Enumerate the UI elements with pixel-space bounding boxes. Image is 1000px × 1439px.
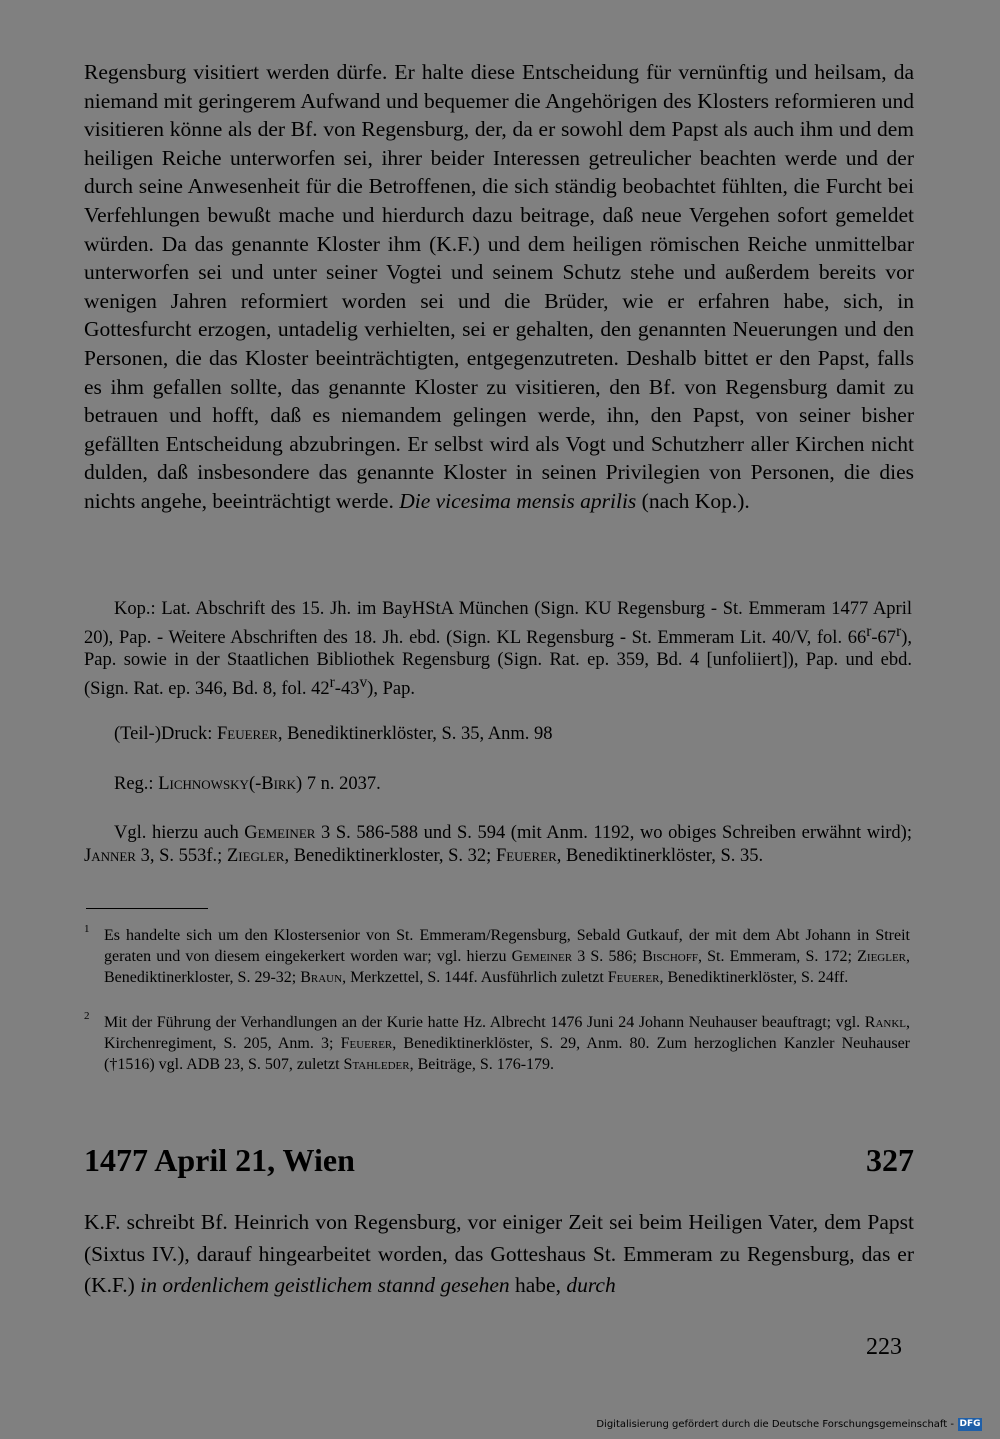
note-reg: Reg.: Lichnowsky(-Birk) 7 n. 2037. [114,774,381,794]
note-kop: Kop.: Lat. Abschrift des 15. Jh. im BayHStA München (Sign. KU Regensburg - St. Emmeram 1477 April 20), Pap. - Weitere Abschriften des 18. Jh. ebd. (Sign. KL Regensburg - St. Emmeram Lit. 40/V, fol. 66$^r$-67$^r$), Pap. sowie in der Staatlichen Bibliothek Regensburg (Sign. Rat. ep. 359, Bd. 4 [unfoliiert]), Pap. und ebd. (Sign. Rat. ep. 346, Bd. 8, fol. 42$^r$-43$^v$), Pap. [84,599,912,700]
entry-number: 327 [866,1142,914,1178]
note-druck: (Teil-)Druck: Feuerer, Benediktinerklöster, S. 35, Anm. 98 [114,724,553,744]
page-number: 223 [866,1334,902,1360]
footnote-divider [86,908,208,909]
entry-paragraph: K.F. schreibt Bf. Heinrich von Regensburg, vor einiger Zeit sei beim Heiligen Vater, dem Papst (Sixtus IV.), darauf hingearbeitet worden, das Gotteshaus St. Emmeram zu Regensburg, das er (K.F.) in ordenlichem geistlichem stannd gesehen habe, durch [84,1210,914,1297]
digitization-credit: Digitalisierung gefördert durch die Deutsche Forschungsgemeinschaft - [596,1419,954,1430]
footnote-number: 2 [84,1010,90,1022]
entry-heading [84,1140,914,1180]
date-suffix: (nach Kop.). [641,488,750,513]
note-vgl: Vgl. hierzu auch Gemeiner 3 S. 586-588 und S. 594 (mit Anm. 1192, wo obiges Schreiben erwähnt wird); Janner 3, S. 553f.; Ziegler, Benediktinerkloster, S. 32; Feuerer, Benediktinerklöster, S. 35. [84,823,912,866]
date-italic: Die vicesima mensis aprilis [399,488,637,513]
entry-date-place: 1477 April 21, Wien [84,1142,355,1178]
main-paragraph [84,58,914,516]
footnote-number: 1 [84,923,90,935]
dfg-logo-icon: DFG [959,1419,981,1429]
main-paragraph-text: Regensburg visitiert werden dürfe. Er halte diese Entscheidung für vernünftig und heilsam, da niemand mit geringerem Aufwand und bequemer die Angehörigen des Klosters reformieren und visitieren könne als der Bf. von Regensburg, der, da er sowohl dem Papst als auch ihm und dem heiligen Reiche unterworfen sei, ihrer beider Interessen getreulicher beachten werde und der durch seine Anwesenheit für die Betroffenen, die sich ständig beobachtet fühlten, die Furcht bei Verfehlungen bewußt mache und hierdurch dazu beitrage, daß neue Vergehen sofort gemeldet würden. Da das genannte Kloster ihm (K.F.) und dem heiligen römischen Reiche unmittelbar unterworfen sei und unter seiner Vogtei und seinem Schutz stehe und außerdem bereits vor wenigen Jahren reformiert worden sei und die Brüder, wie er erfahren habe, sich, in Gottesfurcht erzogen, untadelig verhielten, sei er gehalten, den genannten Neuerungen und den Personen, die das Kloster beeinträchtigten, entgegenzutreten. Deshalb bittet er den Papst, falls es ihm gefallen sollte, das genannte Kloster zu visitieren, den Bf. von Regensburg damit zu betrauen und hofft, daß es niemandem gelingen werde, ihn, den Papst, von seiner bisher gefällten Entscheidung abzubringen. Er selbst wird als Vogt und Schutzherr aller Kirchen nicht dulden, daß insbesondere das genannte Kloster in seinen Privilegien von Personen, die dies nichts angehe, beeinträchtigt werde. [84,60,914,513]
footnote-2: 2 Mit der Führung der Verhandlungen an der Kurie hatte Hz. Albrecht 1476 Juni 24 Johann Neuhauser beauftragt; vgl. Rankl, Kirchenregiment, S. 205, Anm. 3; Feuerer, Benediktinerklöster, S. 29, Anm. 80. Zum herzoglichen Kanzler Neuhauser (†1516) vgl. ADB 23, S. 507, zuletzt Stahleder, Beiträge, S. 176-179. [84,1010,911,1073]
footnote-1: 1 Es handelte sich um den Klostersenior von St. Emmeram/Regensburg, Sebald Gutkauf, der mit dem Abt Johann in Streit geraten und von diesem eingekerkert worden war; vgl. hierzu Gemeiner 3 S. 586; Bischoff, St. Emmeram, S. 172; Ziegler, Benediktinerkloster, S. 29-32; Braun, Merkzettel, S. 144f. Ausführlich zuletzt Feuerer, Benediktinerklöster, S. 24ff. [84,923,911,986]
